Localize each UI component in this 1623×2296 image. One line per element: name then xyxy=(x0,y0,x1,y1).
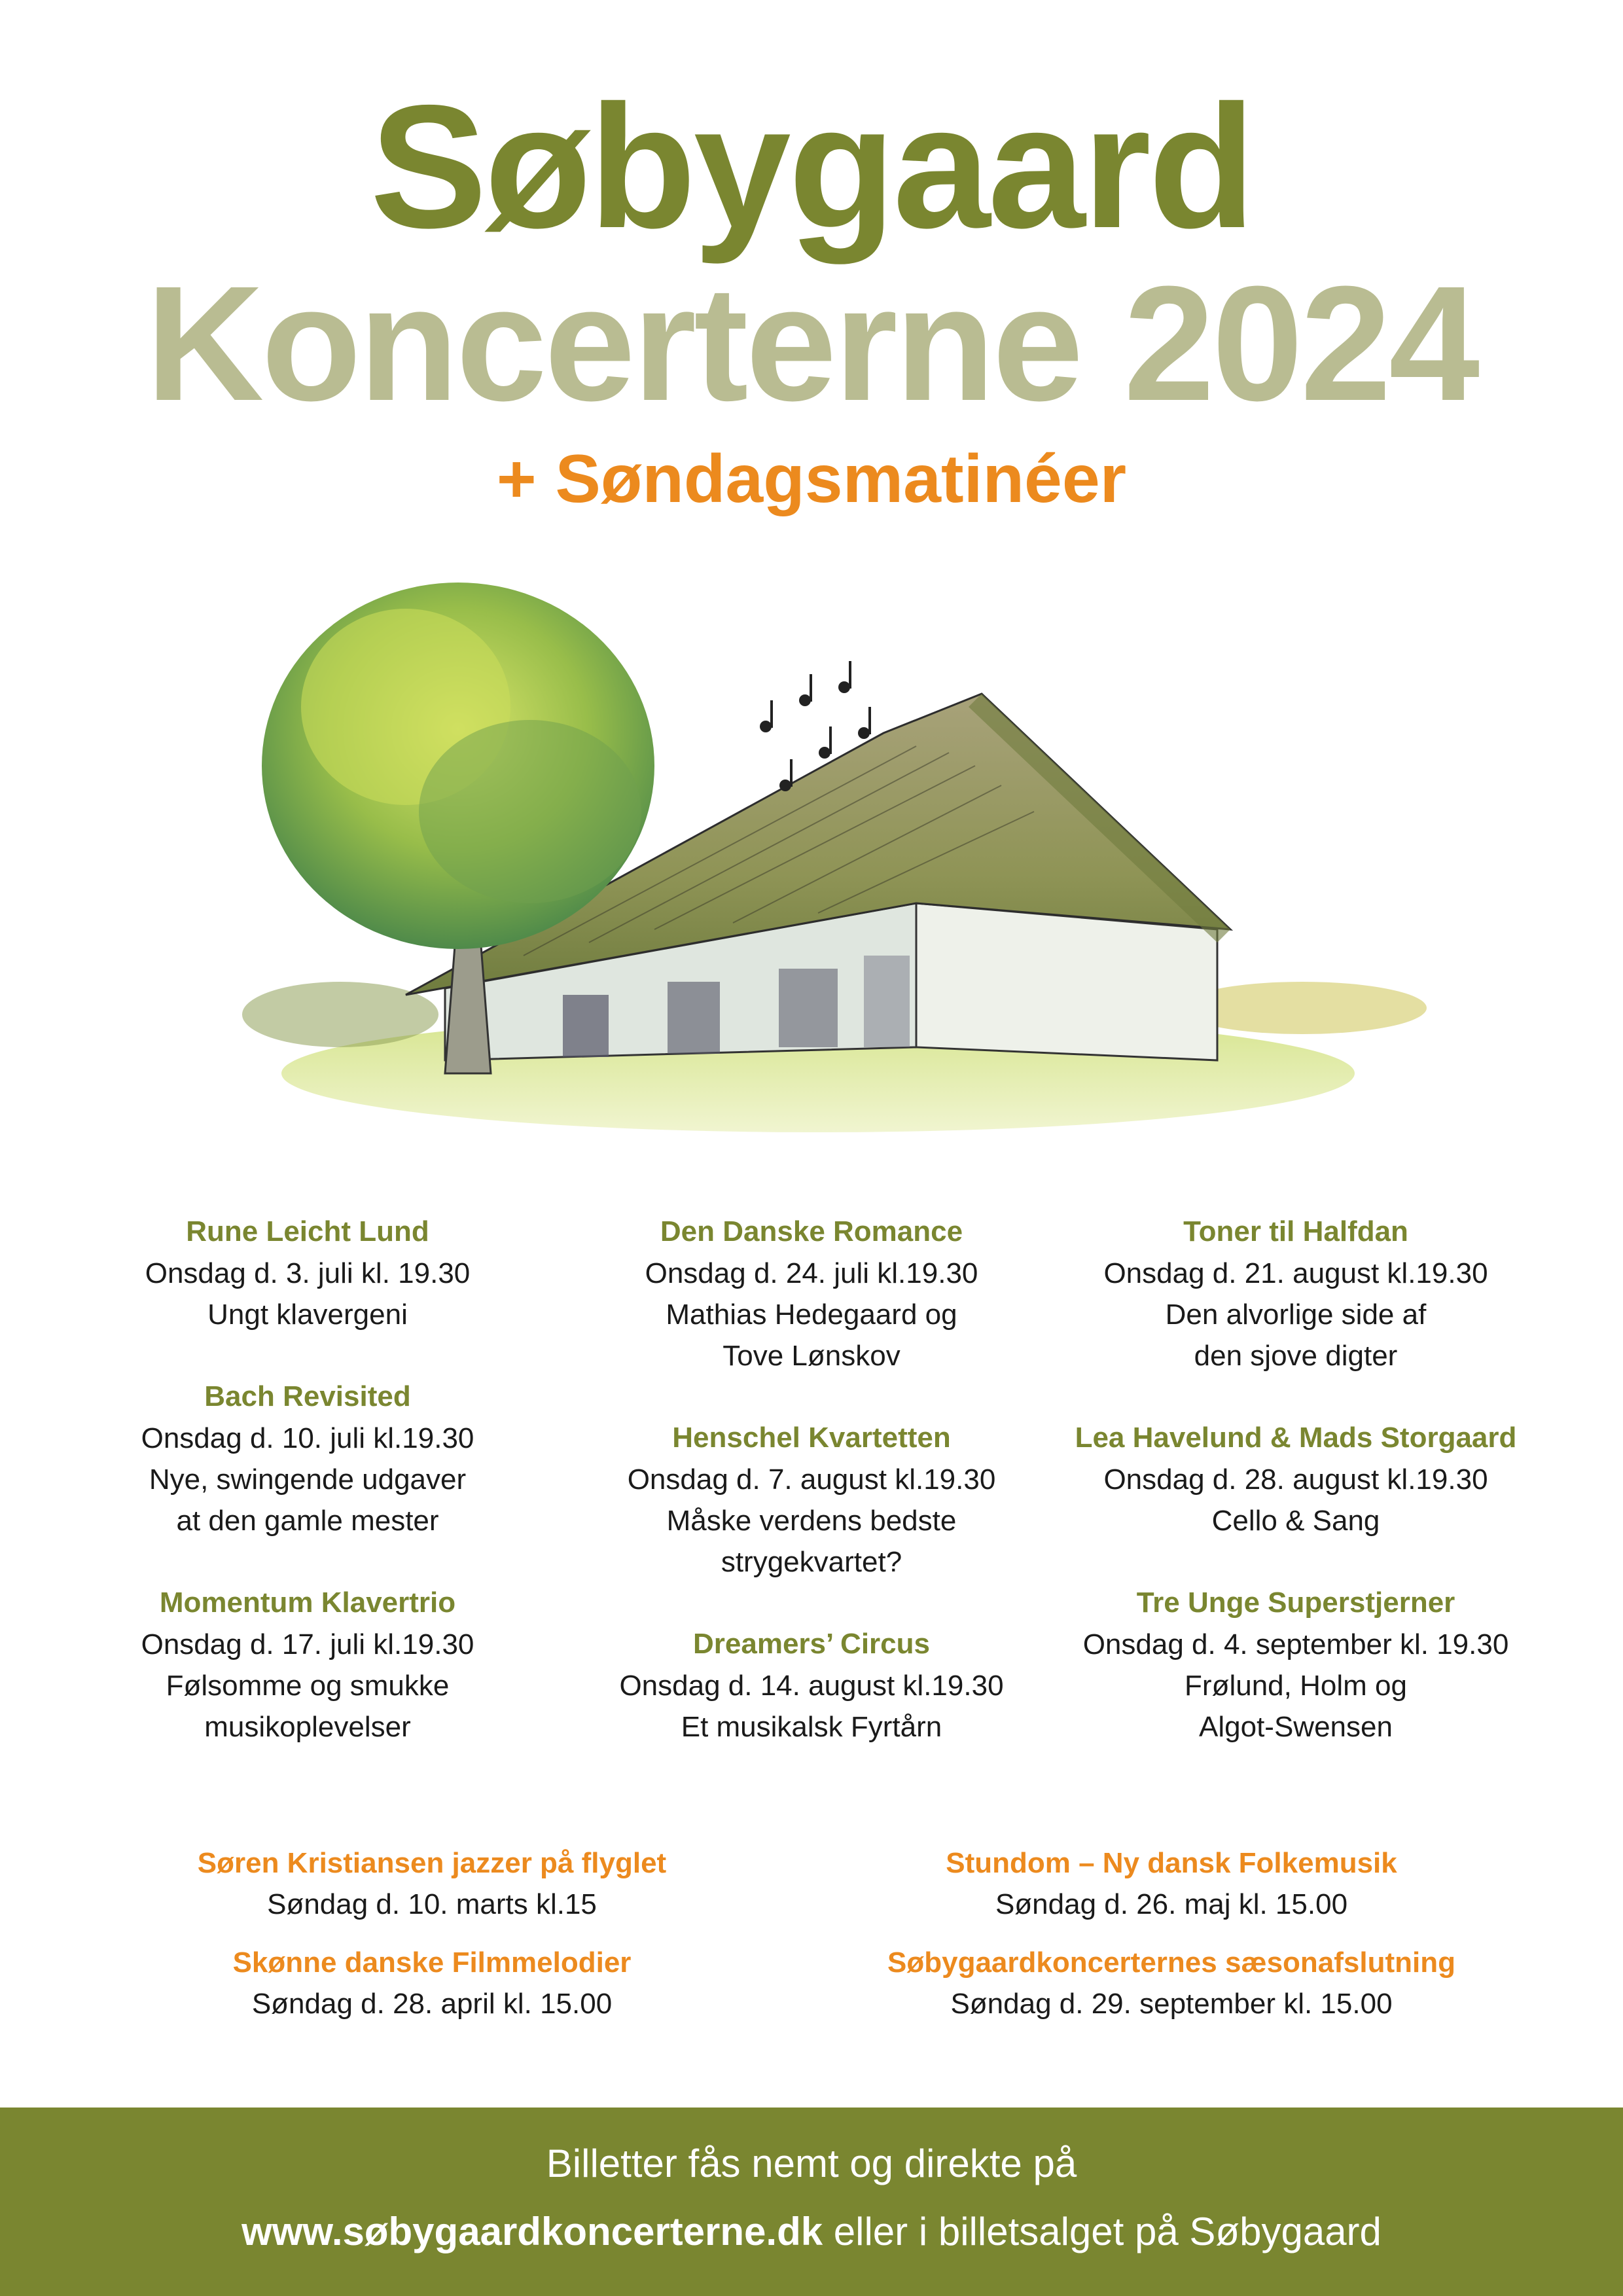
concert-description: at den gamle mester xyxy=(176,1505,439,1537)
concert-item xyxy=(1041,1417,1551,1541)
concert-description: Måske verdens bedste xyxy=(666,1505,957,1537)
concert-description: Ungt klavergeni xyxy=(207,1299,408,1331)
concert-description: Cello & Sang xyxy=(1211,1505,1380,1537)
concert-date: Onsdag d. 3. juli kl. 19.30 xyxy=(145,1257,471,1289)
concert-description: musikoplevelser xyxy=(204,1711,411,1743)
concert-item xyxy=(1041,1211,1551,1376)
concert-name: Toner til Halfdan xyxy=(1183,1215,1408,1247)
concert-description: Nye, swingende udgaver xyxy=(149,1463,467,1496)
concert-name: Tre Unge Superstjerner xyxy=(1136,1587,1455,1619)
concert-date: Onsdag d. 4. september kl. 19.30 xyxy=(1082,1628,1509,1660)
concert-date: Onsdag d. 17. juli kl.19.30 xyxy=(141,1628,474,1660)
footer-ticket-office-text: eller i billetsalget på Søbygaard xyxy=(823,2210,1382,2253)
matinee-item xyxy=(812,1942,1531,2024)
matinee-name: Søbygaardkoncerternes sæsonafslutning xyxy=(887,1946,1455,1979)
concert-item xyxy=(52,1582,563,1748)
concert-description: Mathias Hedegaard og xyxy=(666,1299,957,1331)
wednesday-column-1 xyxy=(52,1211,563,1788)
tagline: + Søndagsmatinéer xyxy=(496,441,1127,517)
concert-name: Momentum Klavertrio xyxy=(159,1587,456,1619)
matinee-item xyxy=(812,1842,1531,1925)
concert-description: Følsomme og smukke xyxy=(166,1670,450,1702)
concert-item xyxy=(1041,1582,1551,1748)
wednesday-column-3 xyxy=(1041,1211,1551,1788)
matinee-item xyxy=(72,1842,792,1925)
concert-date: Onsdag d. 14. august kl.19.30 xyxy=(619,1670,1004,1702)
wednesday-column-2 xyxy=(556,1211,1067,1788)
concert-name: Bach Revisited xyxy=(204,1380,411,1412)
matinee-item xyxy=(72,1942,792,2024)
concert-date: Onsdag d. 7. august kl.19.30 xyxy=(627,1463,996,1496)
concert-item xyxy=(52,1211,563,1335)
concert-item xyxy=(556,1211,1067,1376)
sunday-column-2 xyxy=(812,1842,1531,2041)
concert-description: Algot-Swensen xyxy=(1199,1711,1393,1743)
concert-name: Dreamers’ Circus xyxy=(693,1628,930,1660)
matinee-name: Søren Kristiansen jazzer på flyglet xyxy=(197,1847,667,1879)
concert-description: Et musikalsk Fyrtårn xyxy=(681,1711,942,1743)
concert-date: Onsdag d. 28. august kl.19.30 xyxy=(1103,1463,1488,1496)
concert-item xyxy=(52,1376,563,1541)
footer-ticket-text: Billetter fås nemt og direkte på xyxy=(546,2142,1077,2185)
sunday-column-1 xyxy=(72,1842,792,2041)
thatched-barn-with-tree-watercolor-icon xyxy=(196,537,1440,1158)
page-title: Søbygaard xyxy=(370,68,1253,264)
matinee-date: Søndag d. 29. september kl. 15.00 xyxy=(950,1988,1393,2020)
concert-description: Tove Lønskov xyxy=(722,1340,901,1372)
concert-name: Rune Leicht Lund xyxy=(186,1215,429,1247)
concert-description: strygekvartet? xyxy=(721,1546,902,1578)
matinee-date: Søndag d. 28. april kl. 15.00 xyxy=(251,1988,613,2020)
concert-date: Onsdag d. 10. juli kl.19.30 xyxy=(141,1422,474,1454)
footer-ticket-line xyxy=(0,2212,1623,2251)
matinee-date: Søndag d. 26. maj kl. 15.00 xyxy=(995,1888,1348,1920)
concert-name: Henschel Kvartetten xyxy=(672,1422,951,1454)
concert-date: Onsdag d. 21. august kl.19.30 xyxy=(1103,1257,1488,1289)
matinee-date: Søndag d. 10. marts kl.15 xyxy=(267,1888,597,1920)
matinee-name: Stundom – Ny dansk Folkemusik xyxy=(946,1847,1397,1879)
concert-item xyxy=(556,1417,1067,1583)
concert-date: Onsdag d. 24. juli kl.19.30 xyxy=(645,1257,978,1289)
footer-banner xyxy=(0,2108,1623,2296)
concert-description: Den alvorlige side af xyxy=(1165,1299,1427,1331)
website-link[interactable]: www.søbygaardkoncerterne.dk xyxy=(241,2210,823,2253)
matinee-name: Skønne danske Filmmelodier xyxy=(232,1946,632,1979)
concert-item xyxy=(556,1623,1067,1748)
concert-name: Lea Havelund & Mads Storgaard xyxy=(1075,1422,1517,1454)
concert-name: Den Danske Romance xyxy=(660,1215,963,1247)
concert-description: Frølund, Holm og xyxy=(1185,1670,1407,1702)
concert-description: den sjove digter xyxy=(1194,1340,1398,1372)
page-subtitle: Koncerterne 2024 xyxy=(145,252,1478,435)
